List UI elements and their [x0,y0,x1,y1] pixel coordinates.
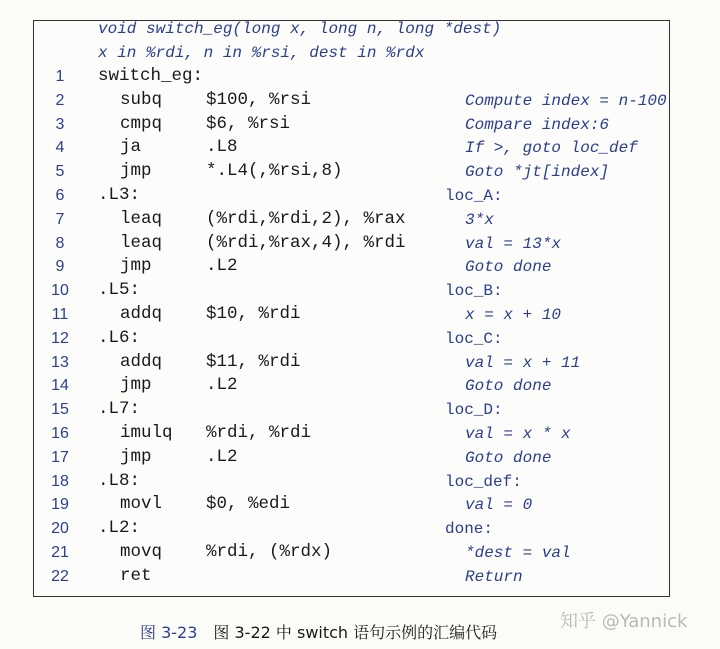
asm-label: .L8: [98,470,141,491]
operands: .L2 [206,256,238,277]
figure-caption [140,620,497,643]
line-number: 18 [51,472,69,490]
comment: val = x + 11 [465,353,581,372]
function-signature: void switch_eg(long x, long n, long *dest) [98,20,502,38]
comment: loc_def: [445,472,522,491]
line-number: 21 [51,544,69,561]
operands: $0, %edi [206,494,291,515]
line-number: 5 [55,163,65,181]
operands: $11, %rdi [206,351,301,372]
register-mapping: x in %rdi, n in %rsi, dest in %rdx [98,44,425,62]
watermark: 知乎 @Yannick [560,611,688,632]
asm-label: .L6: [98,327,141,348]
operands: $6, %rsi [206,113,291,134]
line-number: 11 [51,306,69,323]
comment: loc_A: [445,187,503,205]
code-line [0,542,720,566]
line-number: 16 [51,425,69,442]
code-line [0,90,720,114]
code-line [0,280,720,304]
comment: val = 13*x [465,234,562,253]
line-number: 6 [55,187,65,204]
code-line [0,471,720,495]
operands: $100, %rsi [206,89,312,110]
comment: Compute index = n-100 [465,91,667,110]
comment: Goto done [465,448,552,467]
line-number: 3 [55,115,65,133]
code-line [0,447,720,471]
operands: %rdi, %rdi [206,423,312,443]
comment: Goto done [465,377,552,396]
line-number: 8 [55,234,65,252]
opcode: jmp [120,446,152,467]
line-number: 1 [55,68,65,85]
code-line [0,304,720,328]
comment: loc_D: [445,401,503,420]
operands: *.L4(,%rsi,8) [206,161,343,182]
line-number: 7 [55,210,65,228]
code-line [0,185,720,209]
code-line [0,375,720,399]
code-line [0,328,720,352]
code-line [0,352,720,376]
opcode: jmp [120,161,152,182]
opcode: movl [120,494,163,515]
caption-text: 图 3-22 中 switch 语句示例的汇编代码 [213,623,498,642]
asm-label: .L3: [98,185,141,205]
opcode: leaq [120,232,163,253]
comment: loc_C: [445,329,503,348]
code-line [0,233,720,257]
comment: done: [445,520,494,539]
code-line [0,256,720,280]
comment: Compare index:6 [465,115,610,134]
line-number: 4 [55,139,65,157]
comment: x = x + 10 [465,306,562,324]
opcode: addq [120,351,163,372]
operands: (%rdi,%rdi,2), %rax [206,208,406,229]
asm-label: .L5: [98,280,141,301]
comment: 3*x [465,210,494,229]
operands: .L8 [206,137,238,158]
code-line [0,114,720,138]
opcode: jmp [120,375,152,396]
line-number: 9 [55,258,65,276]
comment: If >, goto loc_def [465,139,638,158]
code-line [0,137,720,161]
opcode: ret [120,565,152,586]
line-number: 10 [51,282,69,300]
code-line [0,518,720,542]
code-line [0,566,720,590]
opcode: addq [120,304,163,324]
code-line [0,161,720,185]
comment: Return [465,567,523,586]
comment: Goto *jt[index] [465,163,610,182]
opcode: cmpq [120,113,163,134]
line-number: 14 [51,377,69,395]
line-number: 2 [55,91,65,109]
line-number: 20 [51,520,69,538]
opcode: imulq [120,423,173,443]
operands: %rdi, (%rdx) [206,542,333,562]
asm-label: switch_eg: [98,66,204,86]
opcode: jmp [120,256,152,277]
line-number: 17 [51,448,69,466]
comment: val = x * x [465,425,571,443]
line-number: 22 [51,567,69,585]
line-number: 15 [51,401,69,419]
line-number: 19 [51,496,69,514]
comment: *dest = val [465,544,571,562]
opcode: subq [120,89,163,110]
code-line [0,399,720,423]
comment: Goto done [465,258,552,277]
code-line [0,209,720,233]
operands: .L2 [206,375,238,396]
asm-label: .L7: [98,399,141,420]
opcode: movq [120,542,163,562]
operands: $10, %rdi [206,304,301,324]
line-number: 12 [51,329,69,347]
comment: val = 0 [465,496,533,515]
code-line [0,423,720,447]
opcode: leaq [120,208,163,229]
operands: (%rdi,%rax,4), %rdi [206,232,406,253]
line-number: 13 [51,353,69,371]
code-line [0,494,720,518]
figure-number: 图 3-23 [140,623,198,642]
operands: .L2 [206,446,238,467]
asm-label: .L2: [98,518,141,539]
opcode: ja [120,137,142,158]
comment: loc_B: [445,282,503,301]
code-line [0,66,720,90]
